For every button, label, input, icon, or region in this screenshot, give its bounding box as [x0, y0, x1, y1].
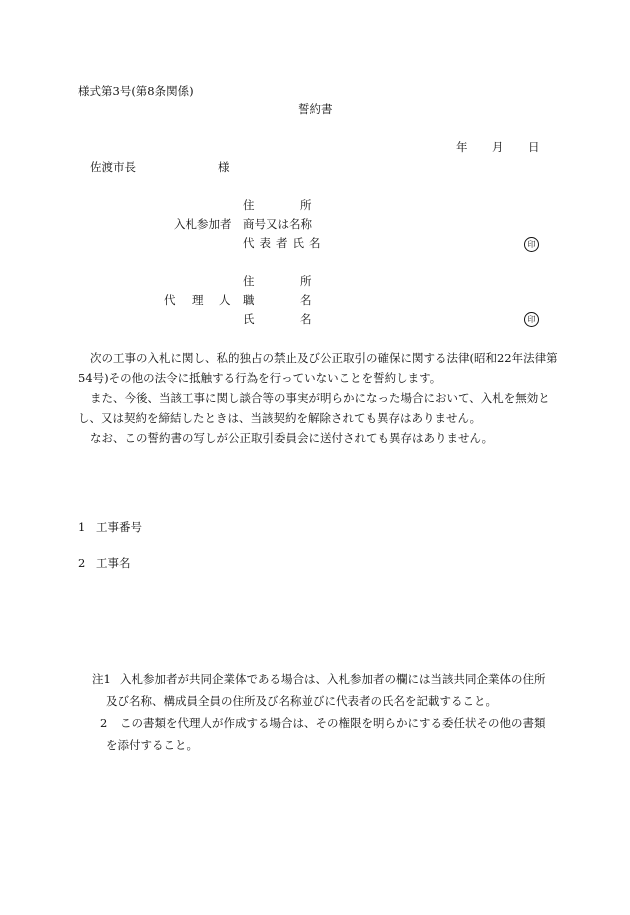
item-2-label: 工事名 — [96, 556, 131, 570]
pledge-paragraph-2: また、今後、当該工事に関し談合等の事実が明らかになった場合において、入札を無効とし、又は契約を締結したときは、当該契約を解除されても異存はありません。 — [78, 391, 550, 425]
date-month: 月 — [492, 140, 504, 154]
bidder-address-label-b: 所 — [300, 198, 312, 212]
date-year: 年 — [456, 140, 468, 154]
item-1-number: 1 — [78, 520, 86, 534]
document-title: 誓約書 — [298, 102, 333, 116]
item-2-number: 2 — [78, 556, 86, 570]
note-1-line-1: 入札参加者が共同企業体である場合は、入札参加者の欄には当該共同企業体の住所 — [120, 672, 546, 686]
pledge-paragraph-1: 次の工事の入札に関し、私的独占の禁止及び公正取引の確保に関する法律(昭和22年法律第54号)その他の法令に抵触する行為を行っていないことを誓約します。 — [78, 351, 558, 385]
agent-name-label-a: 氏 — [243, 312, 255, 326]
agent-role-b: 理 — [192, 293, 204, 307]
note-2-line-1: この書類を代理人が作成する場合は、その権限を明らかにする委任状その他の書類 — [120, 716, 546, 730]
bidder-seal: 印 — [524, 237, 539, 252]
note-2-line-2: を添付すること。 — [106, 738, 198, 752]
bidder-name-label: 商号又は名称 — [243, 217, 312, 231]
note-1-label: 注1 — [92, 672, 111, 686]
addressee-name: 佐渡市長 — [90, 160, 136, 174]
item-1-label: 工事番号 — [96, 520, 142, 534]
pledge-body — [78, 348, 558, 448]
agent-title-label-b: 名 — [300, 293, 312, 307]
agent-address-label-b: 所 — [300, 274, 312, 288]
note-1-line-2: 及び名称、構成員全員の住所及び名称並びに代表者の氏名を記載すること。 — [106, 694, 497, 708]
pledge-paragraph-3: なお、この誓約書の写しが公正取引委員会に送付されても異存はありません。 — [90, 431, 494, 445]
form-number: 様式第3号(第8条関係) — [78, 84, 194, 98]
agent-title-label-a: 職 — [243, 293, 255, 307]
addressee-honorific: 様 — [218, 160, 230, 174]
note-2-label: 2 — [100, 716, 108, 730]
bidder-role: 入札参加者 — [174, 217, 232, 231]
agent-address-label-a: 住 — [243, 274, 255, 288]
bidder-address-label-a: 住 — [243, 198, 255, 212]
date-day: 日 — [528, 140, 540, 154]
bidder-representative-label: 代表者氏名 — [243, 236, 326, 250]
agent-seal: 印 — [524, 312, 539, 327]
agent-role-c: 人 — [219, 293, 231, 307]
agent-role-a: 代 — [164, 293, 176, 307]
agent-name-label-b: 名 — [300, 312, 312, 326]
